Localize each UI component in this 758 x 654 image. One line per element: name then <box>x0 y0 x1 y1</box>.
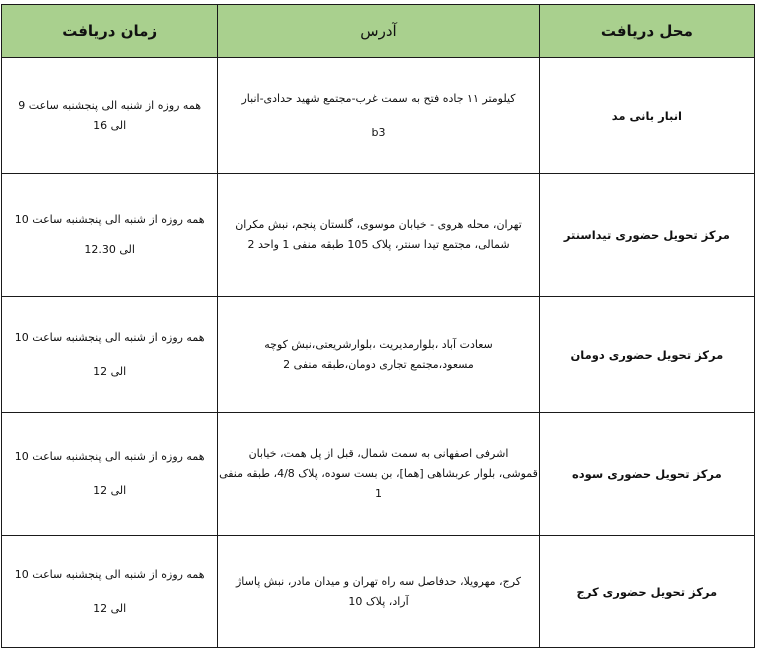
time-line: همه روزه از شنبه الی پنجشنبه ساعت 9 <box>18 98 201 112</box>
time-line: همه روزه از شنبه الی پنجشنبه ساعت 10 <box>14 450 205 463</box>
table-row <box>2 413 755 536</box>
time-cell <box>2 297 218 413</box>
location-cell: مرکز تحویل حضوری دومان <box>539 297 754 413</box>
address-cell <box>218 297 539 413</box>
address-line: مسعود،مجتمع تجاری دومان،طبقه منفی 2 <box>283 357 474 371</box>
location-cell: مرکز تحویل حضوری کرج <box>539 536 754 648</box>
header-location: محل دریافت <box>539 5 754 58</box>
address-cell <box>218 413 539 536</box>
address-line: تهران، محله هروی - خیابان موسوی، گلستان پنجم، نبش مکران <box>235 218 522 231</box>
time-cell <box>2 413 218 536</box>
table-header-row <box>2 5 755 58</box>
table-row <box>2 297 755 413</box>
table-row <box>2 536 755 648</box>
address-cell <box>218 536 539 648</box>
location-cell: مرکز تحویل حضوری سوده <box>539 413 754 536</box>
address-cell <box>218 58 539 174</box>
address-line: سعادت آباد ،بلوارمدیریت ،بلوارشریعتی،نبش کوچه <box>264 337 493 351</box>
table-row <box>2 58 755 174</box>
time-line: الی 12.30 <box>84 243 135 256</box>
time-line: الی 12 <box>93 484 127 497</box>
time-line: الی 12 <box>93 601 127 615</box>
address-line: آراد، پلاک 10 <box>348 594 409 608</box>
time-line: همه روزه از شنبه الی پنجشنبه ساعت 10 <box>14 213 205 226</box>
address-line: قموشی، بلوار عربشاهی [هما]، بن بست سوده، پلاک 4/8، طبقه منفی 1 <box>219 467 538 500</box>
time-line: الی 12 <box>93 364 127 378</box>
time-line: همه روزه از شنبه الی پنجشنبه ساعت 10 <box>14 330 205 344</box>
time-cell <box>2 536 218 648</box>
table-row <box>2 174 755 297</box>
pickup-locations-table <box>1 4 755 648</box>
address-line: کیلومتر ۱۱ جاده فتح به سمت غرب-مجتمع شهید حدادی-انبار <box>241 91 516 105</box>
time-line: همه روزه از شنبه الی پنجشنبه ساعت 10 <box>14 567 205 581</box>
address-line: شمالی، مجتمع تیدا سنتر، پلاک 105 طبقه منفی 1 واحد 2 <box>247 238 510 251</box>
time-cell <box>2 174 218 297</box>
time-line: الی 16 <box>93 118 127 132</box>
time-cell <box>2 58 218 174</box>
header-time: زمان دریافت <box>2 5 218 58</box>
location-cell: مرکز تحویل حضوری تیداسنتر <box>539 174 754 297</box>
address-line: کرج، مهرویلا، حدفاصل سه راه تهران و میدان مادر، نبش پاساژ <box>236 574 522 588</box>
header-address: آدرس <box>218 5 539 58</box>
address-cell <box>218 174 539 297</box>
location-cell: انبار بانی مد <box>539 58 754 174</box>
address-line: اشرفی اصفهانی به سمت شمال، قبل از پل همت، خیابان <box>248 447 509 460</box>
address-line: b3 <box>371 125 386 139</box>
